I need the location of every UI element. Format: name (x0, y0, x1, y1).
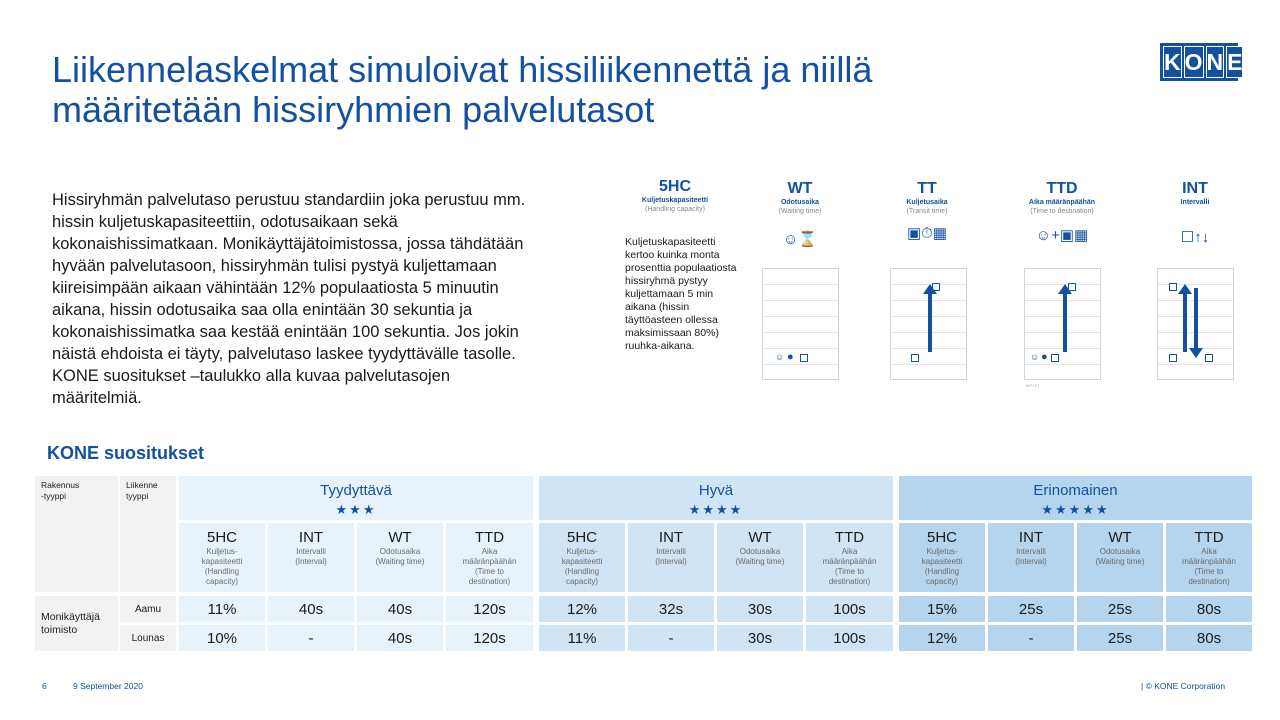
arrow-up-icon (1063, 292, 1067, 352)
rating-stars: ★★★★★ (1041, 502, 1110, 517)
column-abbr: 5HC (566, 529, 597, 546)
table-cell: 120s (446, 596, 533, 622)
row-label: Lounas (120, 625, 176, 651)
table-cell: 11% (539, 625, 625, 651)
group-header-satisfactory (179, 476, 533, 520)
metric-name-fi: Aika määränpäähän (1028, 199, 1096, 206)
logo-letter: K (1163, 46, 1182, 78)
table-cell: 40s (268, 596, 354, 622)
person-icon: ☺ (775, 352, 785, 362)
logo-letter: E (1226, 46, 1243, 78)
column-header (539, 523, 625, 592)
table-cell: 30s (717, 625, 803, 651)
column-header (806, 523, 893, 592)
rating-stars: ★★★★ (688, 502, 744, 517)
metric-abbr: WT (787, 180, 813, 197)
table-cell: 12% (899, 625, 985, 651)
column-header (179, 523, 265, 592)
column-abbr: WT (1108, 529, 1132, 546)
table-cell: 30s (717, 596, 803, 622)
column-abbr: INT (1018, 529, 1044, 546)
metric-ttd (1007, 180, 1117, 216)
elevator-car-icon (800, 354, 808, 362)
column-desc: Intervalli (Interval) (1015, 547, 1047, 566)
column-desc: Kuljetus- kapasiteetti (Handling capacity) (201, 547, 243, 586)
table-cell: 80s (1166, 596, 1252, 622)
group-label: Hyvä (698, 482, 734, 499)
wt-shaft (762, 268, 839, 380)
group-label: Erinomainen (1033, 482, 1118, 499)
column-abbr: 5HC (206, 529, 237, 546)
section-title: KONE suositukset (47, 443, 205, 463)
column-header (628, 523, 714, 592)
table-cell: 40s (357, 625, 443, 651)
elevator-timer-icon: ▣⏱▦ (906, 225, 948, 242)
arrow-up-icon (1183, 292, 1187, 352)
column-desc: Intervalli (Interval) (295, 547, 327, 566)
table-cell: - (988, 625, 1074, 651)
column-header (357, 523, 443, 592)
column-abbr: 5HC (926, 529, 957, 546)
table-cell: 25s (1077, 596, 1163, 622)
table-cell: 32s (628, 596, 714, 622)
column-header (988, 523, 1074, 592)
row-label: Aamu (120, 596, 176, 622)
arrow-down-icon (1194, 288, 1198, 350)
table-cell: 12% (539, 596, 625, 622)
group-header-good (539, 476, 893, 520)
column-abbr: TTD (474, 529, 505, 546)
table-cell: - (628, 625, 714, 651)
ttd-formula-note: WT+TT (1026, 383, 1040, 388)
metric-abbr: TTD (1046, 180, 1078, 197)
arrow-up-icon (928, 292, 932, 352)
metric-name-fi: Odotusaika (780, 199, 820, 206)
group-label: Tyydyttävä (320, 482, 392, 499)
table-cell: 120s (446, 625, 533, 651)
metric-abbr: TT (917, 180, 937, 197)
metric-tt (872, 180, 982, 216)
table-cell: 100s (806, 596, 893, 622)
column-header (1077, 523, 1163, 592)
logo-letter: N (1206, 46, 1225, 78)
building-type-header: Rakennus -tyyppi (35, 476, 118, 592)
footer-copyright: | © KONE Corporation (1141, 681, 1226, 691)
rating-stars: ★★★ (335, 502, 377, 517)
column-header (446, 523, 533, 592)
column-header (268, 523, 354, 592)
metric-int (1140, 180, 1250, 207)
metric-name-fi: Intervalli (1180, 199, 1210, 206)
metric-name-en: (Waiting time) (778, 208, 822, 215)
elevator-car-icon (1205, 354, 1213, 362)
column-desc: Aika määränpäähän (Time to destination) (462, 547, 517, 586)
building-type-label: Monikäyttäjä toimisto (35, 596, 118, 651)
table-cell: 11% (179, 596, 265, 622)
column-header (899, 523, 985, 592)
column-desc: Aika määränpäähän (Time to destination) (1182, 547, 1236, 586)
metric-name-fi: Kuljetusaika (906, 199, 948, 206)
elevator-car-icon (1169, 354, 1177, 362)
metric-abbr: INT (1182, 180, 1208, 197)
handling-capacity-legend: Kuljetuskapasiteetti kertoo kuinka monta prosenttia populaatiosta hissiryhmä pystyy kuljettamaan 5 min aikana (hissin täyttöasteen ollessa maksimissaan 80%) ruuhka-aikana. (625, 236, 737, 352)
table-cell: 25s (988, 596, 1074, 622)
column-header (1166, 523, 1252, 592)
body-paragraph: Hissiryhmän palvelutaso perustuu standardiin joka perustuu mm. hissin kuljetuskapasiteettiin, odotusaikaan sekä kokonaishissimatkaan. Monikäyttäjätoimistossa, jossa tähdätään hyvään palvelutasoon, hissiryhmän tulisi pystyä kuljettamaan kiireisimpään aikaan vähintään 12% populaatiosta 5 minuutin aikana, hissin odotusaika saa olla enintään 30 sekuntia ja kokonaishissimatka saa kestää enintään 100 sekuntia. Jos jokin näistä ehdoista ei täyty, palvelutaso laskee tyydyttävälle tasolle. KONE suositukset –taulukko alla kuvaa palvelutasojen määritelmiä. (52, 191, 526, 407)
group-header-excellent (899, 476, 1252, 520)
column-abbr: INT (658, 529, 684, 546)
elevator-car-icon (1051, 354, 1059, 362)
column-abbr: WT (388, 529, 412, 546)
interval-arrows-icon: ☐↑↓ (1180, 229, 1210, 246)
page-number: 6 (42, 681, 47, 691)
person-icon: ☺ (1030, 352, 1040, 362)
metric-name-en: (Time to destination) (1030, 208, 1094, 215)
table-cell: 40s (357, 596, 443, 622)
slide-title-line-1: Liikennelaskelmat simuloivat hissiliikennettä ja niillä (52, 49, 873, 90)
table-cell: - (268, 625, 354, 651)
traffic-type-header: Liikenne tyyppi (120, 476, 176, 592)
slide-title (52, 50, 1092, 130)
person-waiting-icon: ☺⌛ (783, 231, 817, 248)
slide-title-line-2: määritetään hissiryhmien palvelutasot (52, 89, 655, 130)
column-abbr: WT (748, 529, 772, 546)
footer-date: 9 September 2020 (73, 681, 143, 691)
metric-5hc (620, 178, 730, 214)
metric-name-en: (Handling capacity) (645, 206, 705, 213)
logo-letter: O (1184, 46, 1204, 78)
table-cell: 25s (1077, 625, 1163, 651)
column-header (717, 523, 803, 592)
traffic-metrics-diagram (620, 170, 1260, 400)
kone-logo (1160, 43, 1243, 81)
column-desc: Odotusaika (Waiting time) (735, 547, 785, 566)
column-desc: Odotusaika (Waiting time) (1095, 547, 1145, 566)
table-cell: 15% (899, 596, 985, 622)
column-desc: Intervalli (Interval) (655, 547, 687, 566)
metric-name-fi: Kuljetuskapasiteetti (641, 197, 709, 204)
column-desc: Kuljetus- kapasiteetti (Handling capacity) (921, 547, 963, 586)
waiting-dot-icon: ● (787, 351, 794, 363)
column-abbr: TTD (1194, 529, 1224, 546)
column-abbr: TTD (834, 529, 865, 546)
table-cell: 10% (179, 625, 265, 651)
metric-name-en: (Transit time) (906, 208, 948, 215)
person-elevator-icon: ☺+▣▦ (1035, 227, 1089, 244)
column-desc: Kuljetus- kapasiteetti (Handling capacity) (561, 547, 603, 586)
column-desc: Odotusaika (Waiting time) (375, 547, 425, 566)
column-abbr: INT (298, 529, 324, 546)
column-desc: Aika määränpäähän (Time to destination) (822, 547, 877, 586)
elevator-car-icon (1169, 283, 1177, 291)
metric-wt (745, 180, 855, 216)
metric-abbr: 5HC (658, 178, 691, 195)
waiting-dot-icon: ● (1041, 351, 1048, 363)
table-cell: 100s (806, 625, 893, 651)
table-cell: 80s (1166, 625, 1252, 651)
elevator-car-icon (911, 354, 919, 362)
